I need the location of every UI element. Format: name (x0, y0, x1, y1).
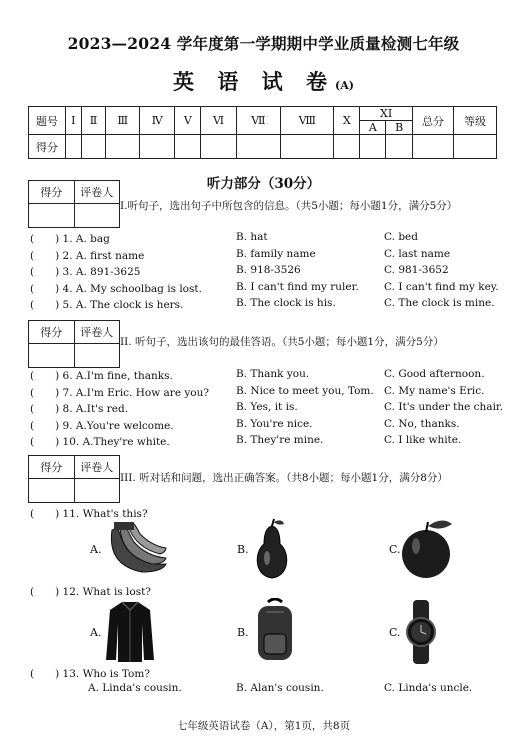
question-11: ( ) 11. What's this? (30, 508, 148, 520)
grade-box: 得分 评卷人 (28, 455, 120, 503)
option-text: C. bed (384, 231, 418, 243)
option-text: C. last name (384, 247, 451, 260)
jacket-icon (104, 600, 156, 664)
listening-heading: 听力部分（30分） (206, 176, 321, 192)
question-text: ( ) 10. A.They're white. (30, 436, 170, 448)
question-row (30, 281, 510, 296)
option-label: C. (389, 543, 401, 556)
apple-icon (400, 516, 456, 580)
option-label: B. (237, 543, 249, 556)
table-header-cell: Ⅷ (280, 107, 333, 135)
question-13: ( ) 13. Who is Tom? (30, 668, 150, 680)
exam-subtitle: 英 语 试 卷(A) (173, 69, 354, 94)
option-text: C. 981-3652 (384, 264, 449, 276)
question-12: ( ) 12. What is lost? (30, 586, 151, 598)
question-row (30, 385, 510, 400)
option-text: B. I can't find my ruler. (236, 280, 359, 293)
question-text: ( ) 4. A. My schoolbag is lost. (30, 282, 202, 295)
table-header-cell: 题号 (29, 107, 66, 135)
option-text: B. Yes, it is. (236, 401, 298, 413)
option-label: A. (90, 543, 102, 556)
option-text: C. I like white. (384, 434, 462, 446)
option-text: C. No, thanks. (384, 417, 460, 430)
question-row (30, 297, 510, 312)
table-header-cell: Ⅶ (236, 107, 280, 135)
grade-box: 得分 评卷人 (28, 320, 120, 368)
table-header-cell: Ⅲ (106, 107, 140, 135)
section-title: I.听句子，选出句子中所包含的信息。（共5小题；每小题1分，满分5分） (120, 200, 458, 212)
section-title: II. 听句子，选出该句的最佳答语。（共5小题；每小题1分，满分5分） (120, 336, 444, 348)
option-label: B. (237, 626, 249, 639)
question-text: ( ) 5. A. The clock is hers. (30, 299, 184, 311)
question-row (30, 401, 510, 416)
question-text: ( ) 7. A.I'm Eric. How are you? (30, 386, 210, 399)
table-header-cell: Ⅴ (175, 107, 201, 135)
question-text: ( ) 1. A. bag (30, 233, 110, 245)
table-header-cell: Ⅱ (81, 107, 106, 135)
option-text: C. The clock is mine. (384, 297, 495, 309)
option-text: B. You're nice. (236, 417, 313, 430)
table-header-cell: A (360, 121, 386, 135)
question-row (30, 231, 510, 246)
question-row (30, 248, 510, 263)
table-header-cell: Ⅳ (140, 107, 175, 135)
watch-icon (404, 598, 438, 666)
table-header-cell: B (386, 121, 413, 135)
grade-box: 得分 评卷人 (28, 180, 120, 228)
option-text: C. It's under the chair. (384, 401, 504, 413)
page-footer: 七年级英语试卷（A），第1页，共8页 (176, 720, 351, 732)
option-text: B. 918-3526 (236, 264, 301, 276)
table-header-cell: 总分 (413, 107, 454, 135)
question-row (30, 368, 510, 383)
question-text: ( ) 3. A. 891-3625 (30, 266, 141, 278)
table-header-cell: I (66, 107, 82, 135)
option-text: B. hat (236, 231, 268, 243)
table-header-cell: Ⅵ (201, 107, 236, 135)
question-text: ( ) 8. A.It's red. (30, 403, 129, 415)
table-header-cell: XI (360, 107, 413, 121)
question-text: ( ) 6. A.I'm fine, thanks. (30, 370, 173, 382)
banana-icon (102, 520, 170, 578)
question-text: ( ) 9. A.You're welcome. (30, 419, 174, 432)
option-text: B. Nice to meet you, Tom. (236, 384, 374, 397)
question-13-options: A. Linda's cousin. B. Alan's cousin. C. Linda's uncle. (88, 682, 473, 694)
option-text: C. Good afternoon. (384, 368, 485, 380)
question-row (30, 434, 510, 449)
score-table (28, 106, 497, 159)
question-row (30, 418, 510, 433)
section-title: III. 听对话和问题，选出正确答案。（共8小题；每小题1分，满分8分） (120, 472, 448, 484)
option-label: C. (389, 626, 401, 639)
option-text: B. They're mine. (236, 434, 324, 446)
option-text: B. Thank you. (236, 368, 310, 380)
question-row (30, 264, 510, 279)
table-header-cell: Ⅹ (334, 107, 360, 135)
table-header-cell: 等级 (454, 107, 497, 135)
exam-title: 2023—2024 学年度第一学期期中学业质量检测七年级 (67, 34, 460, 53)
backpack-icon (252, 598, 298, 664)
option-label: A. (90, 626, 102, 639)
question-text: ( ) 2. A. first name (30, 249, 145, 262)
option-text: B. The clock is his. (236, 297, 336, 309)
table-row-label: 得分 (29, 135, 66, 159)
option-text: C. My name's Eric. (384, 384, 485, 397)
pear-icon (250, 518, 294, 580)
option-text: C. I can't find my key. (384, 280, 499, 293)
option-text: B. family name (236, 247, 316, 260)
